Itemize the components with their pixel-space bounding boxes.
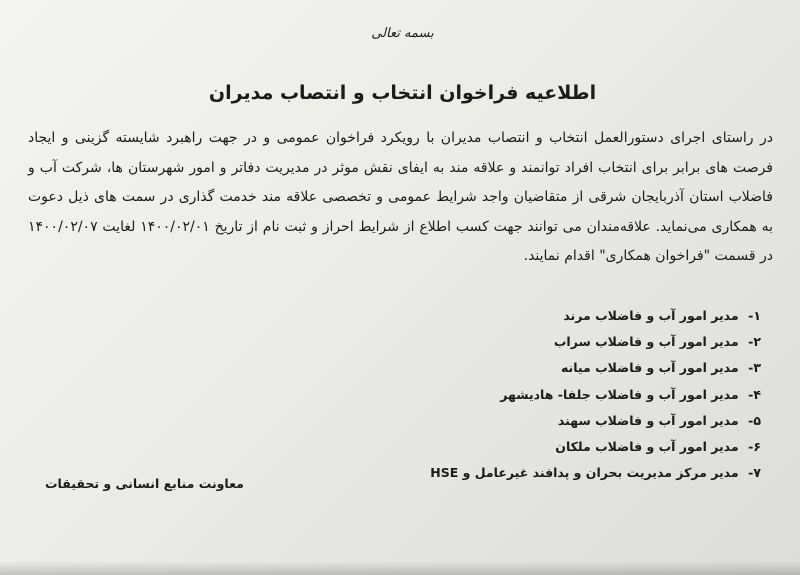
positions-list [341, 303, 761, 486]
list-item-label: مدیر امور آب و فاضلاب سراب [553, 334, 739, 350]
document-content [30, 0, 775, 575]
list-item-number: ۲- [748, 334, 761, 350]
list-item-label: مدیر امور آب و فاضلاب ملکان [555, 438, 739, 454]
list-item [341, 329, 761, 355]
list-item [341, 382, 761, 408]
list-item-label: مدیر امور آب و فاضلاب میانه [560, 360, 739, 376]
list-item-number: ۶- [748, 438, 761, 454]
list-item-number: ۳- [748, 360, 761, 376]
body-paragraph: در راستای اجرای دستورالعمل انتخاب و انتصاب مدیران با رویکرد فراخوان عمومی و در جهت راهبرد شایسته گزینی و ایجاد فرصت های برابر برای انتخاب افراد توانمند و علاقه مند به ایفای نقش موثر در مدیریت دفاتر و امور شهرستان ها، شرکت آب و فاضلاب استان آذربایجان شرقی از متقاضیان واجد شرایط عمومی و تخصصی علاقه مند خدمت گذاری در سمت های ذیل دعوت به همکاری می‌نماید. علاقه‌مندان می توانند جهت کسب اطلاع از شرایط احراز و ثبت نام از تاریخ ۱۴۰۰/۰۲/۰۱ لغایت ۱۴۰۰/۰۲/۰۷ در قسمت "فراخوان همکاری" اقدام نمایند. [28, 130, 773, 264]
list-item-number: ۴- [748, 386, 761, 402]
list-item-label: مدیر مرکز مدیریت بحران و پدافند غیرعامل و HSE [430, 465, 739, 481]
list-item-label: مدیر امور آب و فاضلاب جلفا- هادیشهر [500, 386, 739, 402]
list-item [341, 460, 761, 486]
list-item-number: ۵- [748, 412, 761, 428]
announcement-title: اطلاعیه فراخوان انتخاب و انتصاب مدیران [208, 82, 597, 104]
header-phrase: بسمه تعالی [371, 26, 434, 41]
list-item-label: مدیر امور آب و فاضلاب مرند [563, 308, 739, 323]
list-item [341, 434, 761, 460]
announcement-body [28, 124, 773, 272]
page-bottom-shadow [0, 561, 800, 575]
list-item [341, 303, 761, 329]
signature-department: معاونت منابع انسانی و تحقیقات [45, 476, 244, 491]
list-item [341, 408, 761, 434]
list-item-label: مدیر امور آب و فاضلاب سهند [557, 412, 739, 428]
list-item [341, 355, 761, 381]
list-item-number: ۷- [748, 465, 761, 481]
list-item-number: ۱- [748, 308, 761, 323]
